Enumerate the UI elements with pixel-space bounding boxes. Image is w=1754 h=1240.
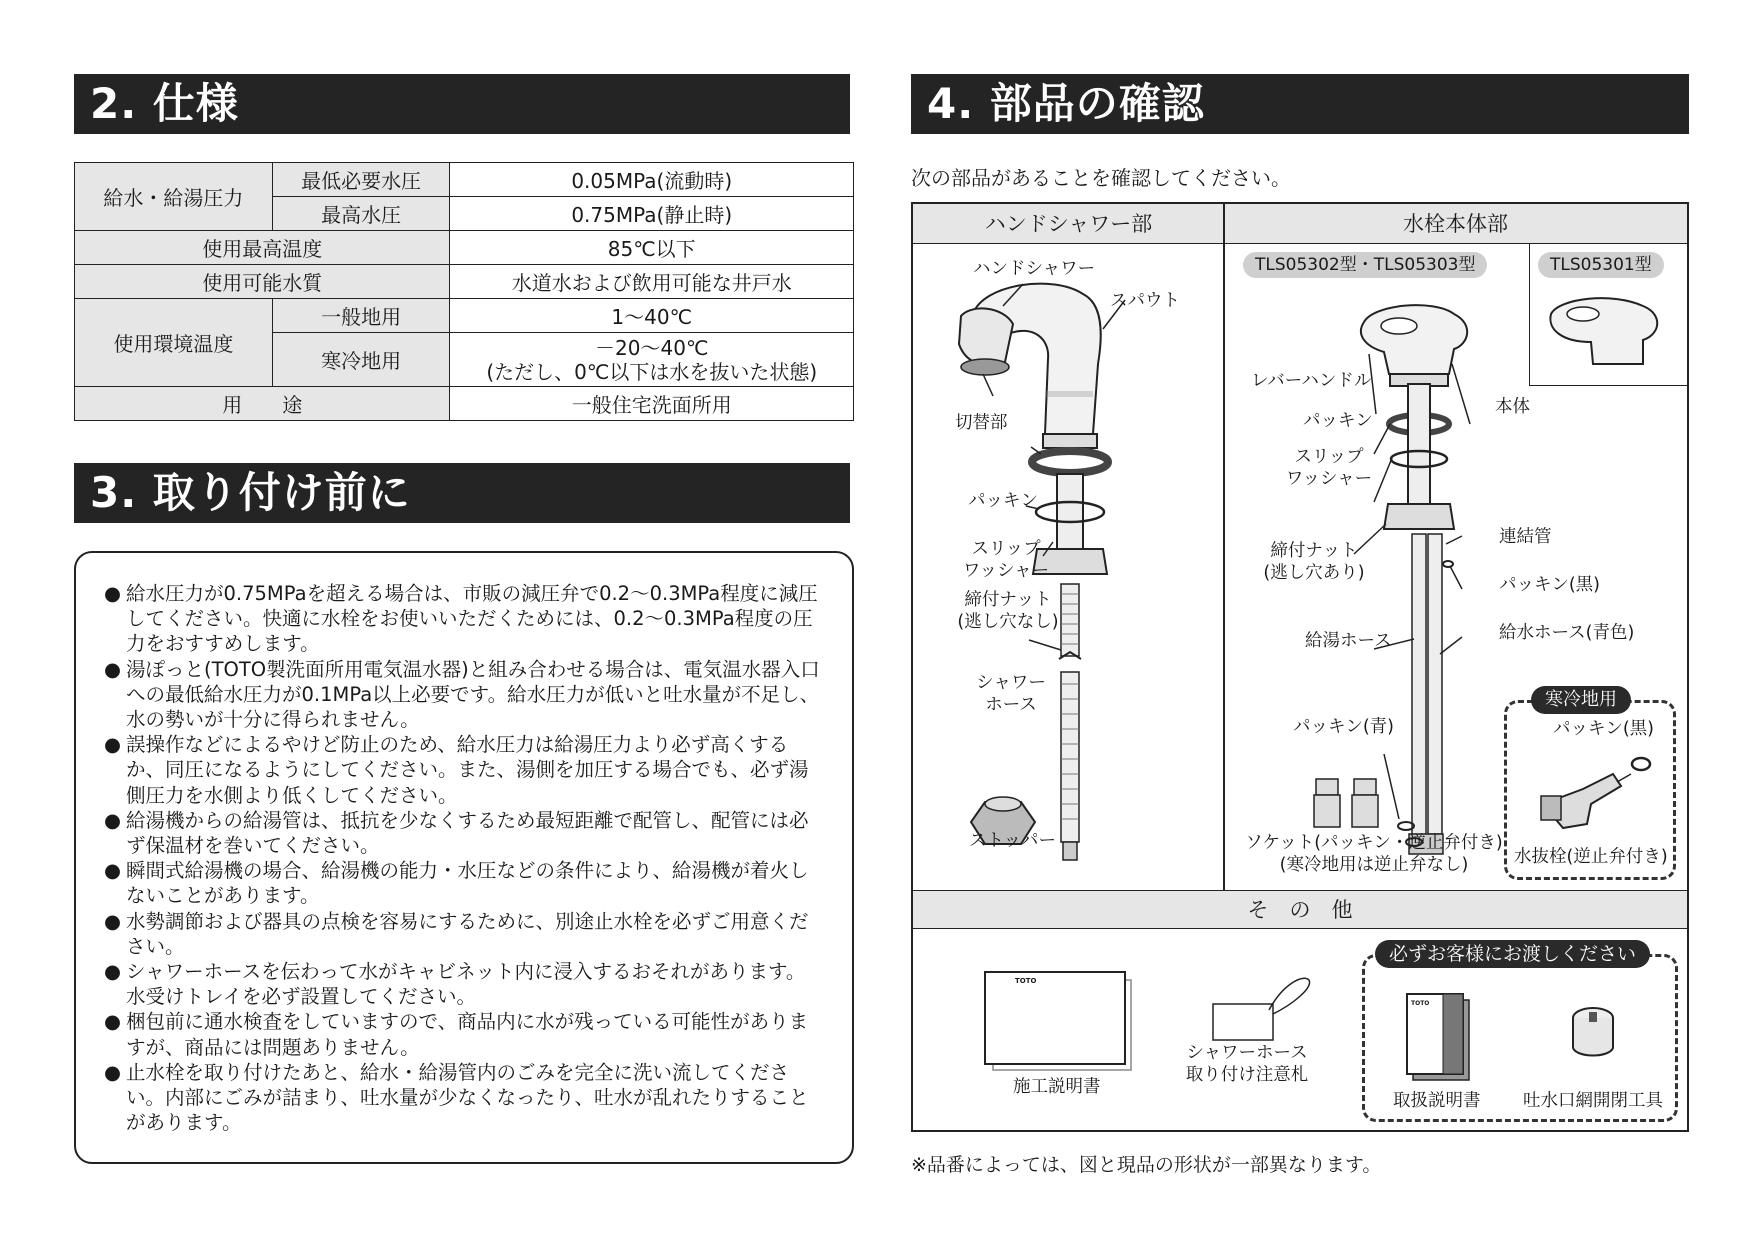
label-packing: パッキン: [968, 491, 1038, 511]
label-lever-handle: レバーハンドル: [1251, 371, 1372, 391]
label-line: シャワーホース: [1186, 1043, 1308, 1063]
notice-box: [74, 551, 854, 1164]
label-packing-black: パッキン(黒): [1499, 575, 1600, 595]
table-row: [75, 163, 854, 197]
notice-item: ● 梱包前に通水検査をしていますので、商品内に水が残っている可能性がありますが、商品には問題ありません。: [104, 1009, 824, 1059]
col-header-other: そ の 他: [913, 891, 1687, 929]
notice-item: ● 止水栓を取り付けたあと、給水・給湯管内のごみを完全に洗い流してください。内部にごみが詰まり、吐水量が少なくなったり、吐水が乱れたりすることがあります。: [104, 1060, 824, 1136]
table-cell: 1～40℃: [450, 299, 854, 333]
col-header-body: 水栓本体部: [1224, 204, 1687, 244]
label-cold-hose: 給水ホース(青色): [1499, 623, 1635, 643]
table-row: [75, 299, 854, 333]
section-title-parts: 4. 部品の確認: [911, 74, 1689, 134]
table-cell: 最高水圧: [272, 197, 450, 231]
footnote: ※品番によっては、図と現品の形状が一部異なります。: [911, 1154, 1382, 1176]
shower-parts-illustration: [913, 244, 1223, 890]
label-cold-packing: パッキン(黒): [1553, 719, 1654, 739]
table-cell: 給水・給湯圧力: [75, 163, 273, 231]
label-switch: 切替部: [955, 413, 1008, 433]
table-cell: 最低必要水圧: [272, 163, 450, 197]
section-title-before-install: 3. 取り付け前に: [74, 463, 850, 523]
label-line: ワッシャー: [1285, 469, 1373, 489]
notice-item: ● 水勢調節および器具の点検を容易にするために、別途止水栓を必ずご用意ください。: [104, 909, 824, 959]
label-drain: 水抜栓(逆止弁付き): [1514, 847, 1668, 867]
label-packing: パッキン: [1303, 411, 1373, 431]
label-tool: 吐水口網開閉工具: [1523, 1091, 1663, 1111]
table-cell: 使用可能水質: [75, 265, 450, 299]
label-line: 締付ナット: [1270, 541, 1358, 561]
table-cell: 0.05MPa(流動時): [450, 163, 854, 197]
cell-line: (ただし、0℃以下は水を抜いた状態): [486, 359, 818, 384]
label-line: ワッシャー: [962, 561, 1050, 581]
cell-line: －20～40℃: [595, 335, 709, 360]
section-title-spec: 2. 仕様: [74, 74, 850, 134]
model-b-body-illustration: [1533, 284, 1683, 384]
table-cell: 一般地用: [272, 299, 450, 333]
notice-item: ● 給水圧力が0.75MPaを超える場合は、市販の減圧弁で0.2～0.3MPa程度に減圧してください。快適に水栓をお使いいただくためには、0.2～0.3MPa程度の圧力をおすすめします。: [104, 581, 824, 657]
tool-illustration: [1565, 1004, 1625, 1064]
cold-region-badge: 寒冷地用: [1531, 686, 1631, 714]
notice-item: ● 湯ぽっと(TOTO製洗面所用電気温水器)と組み合わせる場合は、電気温水器入口への最低給水圧力が0.1MPa以上必要です。給水圧力が低いと吐水量が不足し、水の勢いが十分に得られません。: [104, 657, 824, 733]
label-packing-blue: パッキン(青): [1293, 717, 1394, 737]
label-user-manual: 取扱説明書: [1393, 1091, 1481, 1111]
label-line: ホース: [985, 695, 1037, 715]
manual-illustration: [985, 972, 1131, 1072]
notice-item: ● 誤操作などによるやけど防止のため、給水圧力は給湯圧力より必ず高くするか、同圧になるようにしてください。また、湯側を加圧する場合でも、必ず湯側圧力を水側より低くしてください。: [104, 732, 824, 808]
label-line: スリップ: [1294, 447, 1364, 467]
model-a-badge: TLS05302型・TLS05303型: [1243, 252, 1487, 278]
label-pipe: 連結管: [1499, 527, 1552, 547]
label-line: シャワー: [976, 673, 1046, 693]
table-cell: 0.75MPa(静止時): [450, 197, 854, 231]
must-give-badge: 必ずお客様にお渡しください: [1375, 940, 1650, 968]
tag-illustration: [1213, 974, 1313, 1044]
user-manual-brand: TOTO: [1411, 1000, 1430, 1007]
table-cell: 寒冷地用: [272, 333, 450, 387]
label-slip-washer: [1279, 446, 1379, 490]
drain-valve-illustration: [1513, 744, 1673, 844]
label-manual: 施工説明書: [1013, 1077, 1101, 1097]
table-cell: [450, 333, 854, 387]
notice-item: ● 給湯機からの給湯管は、抵抗を少なくするため最短距離で配管し、配管には必ず保温材を巻いてください。: [104, 808, 824, 858]
table-cell: 使用最高温度: [75, 231, 450, 265]
label-hose-tag: [1177, 1042, 1317, 1086]
label-body: 本体: [1495, 397, 1530, 417]
table-row: [75, 231, 854, 265]
label-line: スリップ: [971, 539, 1041, 559]
manual-brand: TOTO: [1015, 977, 1037, 985]
label-socket: [1229, 832, 1519, 876]
parts-intro: 次の部品があることを確認してください。: [911, 166, 1291, 190]
label-slip-washer: [961, 538, 1051, 582]
label-line: (逃し穴なし): [957, 612, 1059, 632]
label-shower-hose: [971, 672, 1051, 716]
table-cell: 使用環境温度: [75, 299, 273, 387]
notice-item: ● 瞬間式給湯機の場合、給湯機の能力・水圧などの条件により、給湯機が着火しないことがあります。: [104, 858, 824, 908]
spec-table: [74, 162, 854, 421]
table-cell: 用 途: [75, 387, 450, 421]
label-hot-hose: 給湯ホース: [1305, 631, 1392, 651]
model-b-badge: TLS05301型: [1538, 252, 1664, 278]
label-spout: スパウト: [1110, 291, 1180, 311]
col-header-shower: ハンドシャワー部: [913, 204, 1224, 244]
table-cell: 85℃以下: [450, 231, 854, 265]
parts-table: [911, 202, 1689, 1132]
label-line: 締付ナット: [964, 590, 1052, 610]
label-nut: [1254, 540, 1374, 584]
table-cell: 水道水および飲用可能な井戸水: [450, 265, 854, 299]
table-row: [75, 265, 854, 299]
label-line: (寒冷地用は逆止弁なし): [1279, 855, 1469, 875]
label-stopper: ストッパー: [969, 831, 1056, 851]
label-hand-shower: ハンドシャワー: [973, 259, 1096, 279]
label-line: (逃し穴あり): [1263, 563, 1365, 583]
notice-item: ● シャワーホースを伝わって水がキャビネット内に浸入するおそれがあります。水受けトレイを必ず設置してください。: [104, 959, 824, 1009]
label-line: ソケット(パッキン・逆止弁付き): [1245, 833, 1503, 853]
table-row: [75, 387, 854, 421]
table-cell: 一般住宅洗面所用: [450, 387, 854, 421]
label-line: 取り付け注意札: [1185, 1065, 1309, 1085]
label-nut: [953, 589, 1063, 633]
